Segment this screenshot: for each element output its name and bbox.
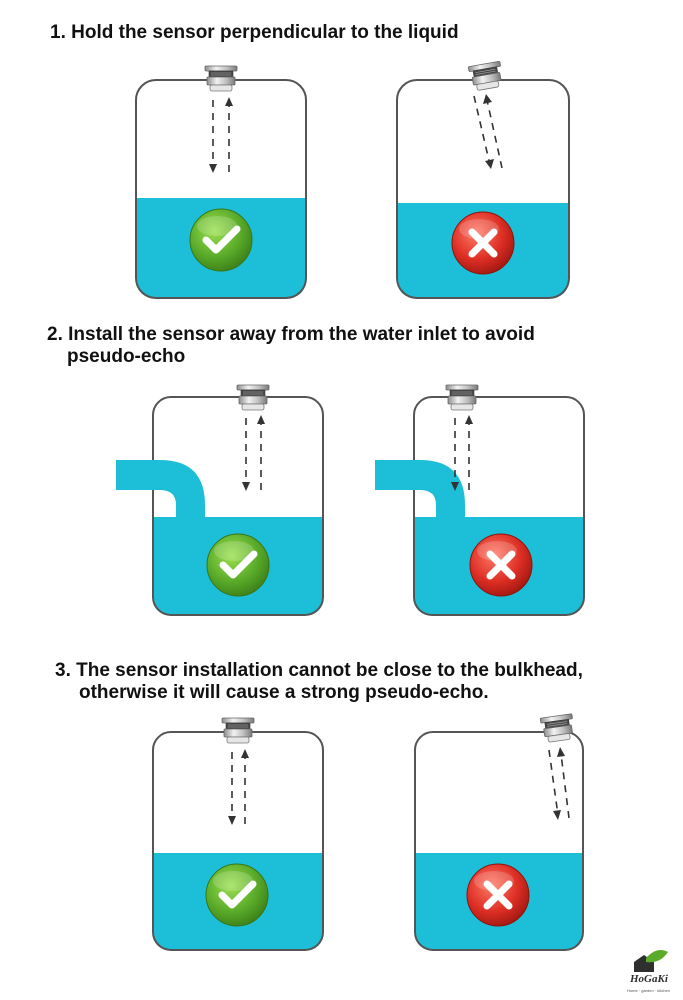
step-2-title-line1: 2. Install the sensor away from the water inlet to avoid — [47, 324, 535, 345]
cross-icon — [452, 212, 514, 274]
sensor-icon — [237, 385, 269, 410]
cross-icon — [467, 864, 529, 926]
checkmark-icon — [190, 209, 252, 271]
checkmark-icon — [207, 534, 269, 596]
cross-icon — [470, 534, 532, 596]
sensor-icon — [446, 385, 478, 410]
sensor-icon — [222, 718, 254, 743]
sensor-icon — [205, 66, 237, 91]
step-1-title-text: 1. Hold the sensor perpendicular to the liquid — [50, 22, 459, 43]
logo-mark-icon — [634, 950, 668, 972]
logo-tagline: Home · garden · kitchen — [627, 988, 670, 993]
checkmark-icon — [206, 864, 268, 926]
step-3-title-line1: 3. The sensor installation cannot be close to the bulkhead, — [55, 660, 583, 681]
step-2-title-line2: pseudo-echo — [67, 346, 186, 367]
step-3-title-line2: otherwise it will cause a strong pseudo-echo. — [79, 682, 489, 703]
logo-name: HoGaKi — [630, 973, 668, 985]
